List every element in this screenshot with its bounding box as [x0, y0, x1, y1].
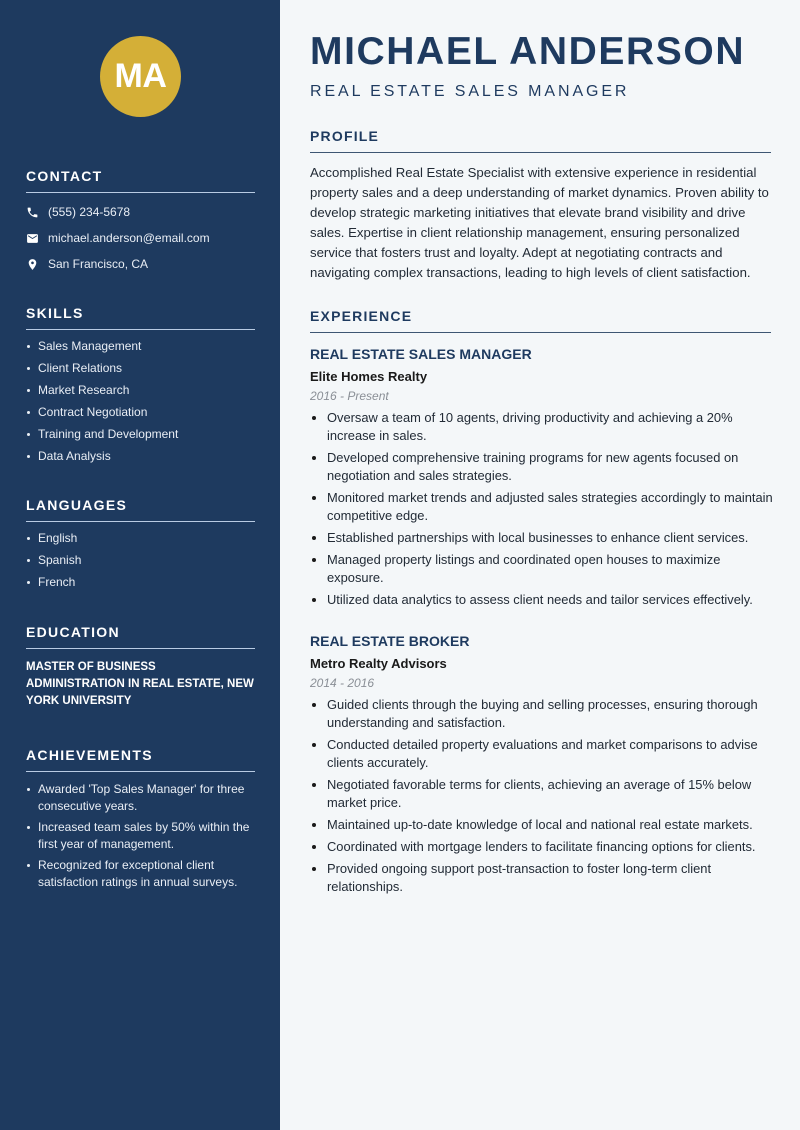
- skills-heading: SKILLS: [26, 305, 255, 330]
- job-company: Metro Realty Advisors: [310, 656, 447, 671]
- job-bullet: Utilized data analytics to assess client needs and tailor services effectively.: [310, 591, 780, 609]
- languages-heading: LANGUAGES: [26, 497, 255, 522]
- location-pin-icon: [26, 258, 48, 271]
- language-item: English: [26, 530, 255, 546]
- achievement-item: Increased team sales by 50% within the first year of management.: [26, 819, 255, 853]
- achievements-section: [26, 747, 255, 895]
- contact-phone: [26, 203, 255, 221]
- education-heading: EDUCATION: [26, 624, 255, 649]
- phone-icon: [26, 206, 48, 219]
- contact-heading: CONTACT: [26, 168, 255, 193]
- skill-item: Contract Negotiation: [26, 404, 255, 420]
- sidebar: [0, 0, 280, 1130]
- achievements-list: [26, 781, 255, 891]
- main-content: [280, 0, 800, 1130]
- language-item: Spanish: [26, 552, 255, 568]
- experience-heading: EXPERIENCE: [310, 308, 771, 333]
- job-bullet: Developed comprehensive training programs for new agents focused on negotiation and sales strategies.: [310, 449, 780, 485]
- job-title: REAL ESTATE BROKER: [310, 633, 470, 649]
- contact-section: [26, 168, 255, 273]
- achievement-item: Awarded 'Top Sales Manager' for three consecutive years.: [26, 781, 255, 815]
- skills-list: [26, 338, 255, 464]
- avatar: [100, 36, 181, 117]
- contact-email: [26, 229, 255, 247]
- job-entry: [310, 633, 780, 900]
- avatar-initials: MA: [114, 57, 167, 95]
- skill-item: Data Analysis: [26, 448, 255, 464]
- skill-item: Market Research: [26, 382, 255, 398]
- candidate-title: REAL ESTATE SALES MANAGER: [310, 83, 630, 100]
- languages-section: [26, 497, 255, 596]
- languages-list: [26, 530, 255, 590]
- skill-item: Client Relations: [26, 360, 255, 376]
- location-text: San Francisco, CA: [48, 257, 149, 271]
- language-item: French: [26, 574, 255, 590]
- profile-text: Accomplished Real Estate Specialist with extensive experience in residential property sales and a deep understanding of market dynamics. Proven ability to develop strategic marketing initiatives that elevate brand visibility and drive sales. Expertise in client relationship management, ensuring personalized service that fosters trust and loyalty. Adept at negotiating contracts and navigating complex transactions, leading to high levels of client satisfaction.: [310, 165, 769, 280]
- job-bullet: Oversaw a team of 10 agents, driving productivity and achieving a 20% increase in sales.: [310, 409, 780, 445]
- job-bullet: Conducted detailed property evaluations and market comparisons to advise clients accurately.: [310, 736, 780, 772]
- candidate-name: MICHAEL ANDERSON: [310, 30, 746, 73]
- phone-text: (555) 234-5678: [48, 205, 131, 219]
- email-icon: [26, 232, 48, 245]
- experience-section: [310, 308, 771, 333]
- job-bullets: [310, 409, 780, 609]
- contact-location: [26, 255, 255, 273]
- email-text[interactable]: michael.anderson@email.com: [48, 231, 210, 245]
- job-bullet: Managed property listings and coordinated open houses to maximize exposure.: [310, 551, 780, 587]
- job-company: Elite Homes Realty: [310, 369, 428, 384]
- job-dates: 2014 - 2016: [310, 676, 375, 690]
- skills-section: [26, 305, 255, 470]
- education-degree: MASTER OF BUSINESS ADMINISTRATION IN REAL ESTATE, NEW YORK UNIVERSITY: [26, 661, 254, 707]
- skill-item: Sales Management: [26, 338, 255, 354]
- education-section: [26, 624, 255, 710]
- skill-item: Training and Development: [26, 426, 255, 442]
- job-bullet: Coordinated with mortgage lenders to facilitate financing options for clients.: [310, 838, 780, 856]
- job-bullet: Provided ongoing support post-transaction to foster long-term client relationships.: [310, 860, 780, 896]
- job-dates: 2016 - Present: [310, 389, 389, 403]
- profile-section: [310, 128, 771, 283]
- profile-heading: PROFILE: [310, 128, 771, 153]
- job-bullet: Negotiated favorable terms for clients, achieving an average of 15% below market price.: [310, 776, 780, 812]
- job-entry: [310, 346, 780, 613]
- job-title: REAL ESTATE SALES MANAGER: [310, 346, 532, 362]
- job-bullets: [310, 696, 780, 896]
- job-bullet: Maintained up-to-date knowledge of local and national real estate markets.: [310, 816, 780, 834]
- job-bullet: Guided clients through the buying and selling processes, ensuring thorough understanding and satisfaction.: [310, 696, 780, 732]
- achievements-heading: ACHIEVEMENTS: [26, 747, 255, 772]
- job-bullet: Monitored market trends and adjusted sales strategies accordingly to maintain competitive edge.: [310, 489, 780, 525]
- job-bullet: Established partnerships with local businesses to enhance client services.: [310, 529, 780, 547]
- achievement-item: Recognized for exceptional client satisfaction ratings in annual surveys.: [26, 857, 255, 891]
